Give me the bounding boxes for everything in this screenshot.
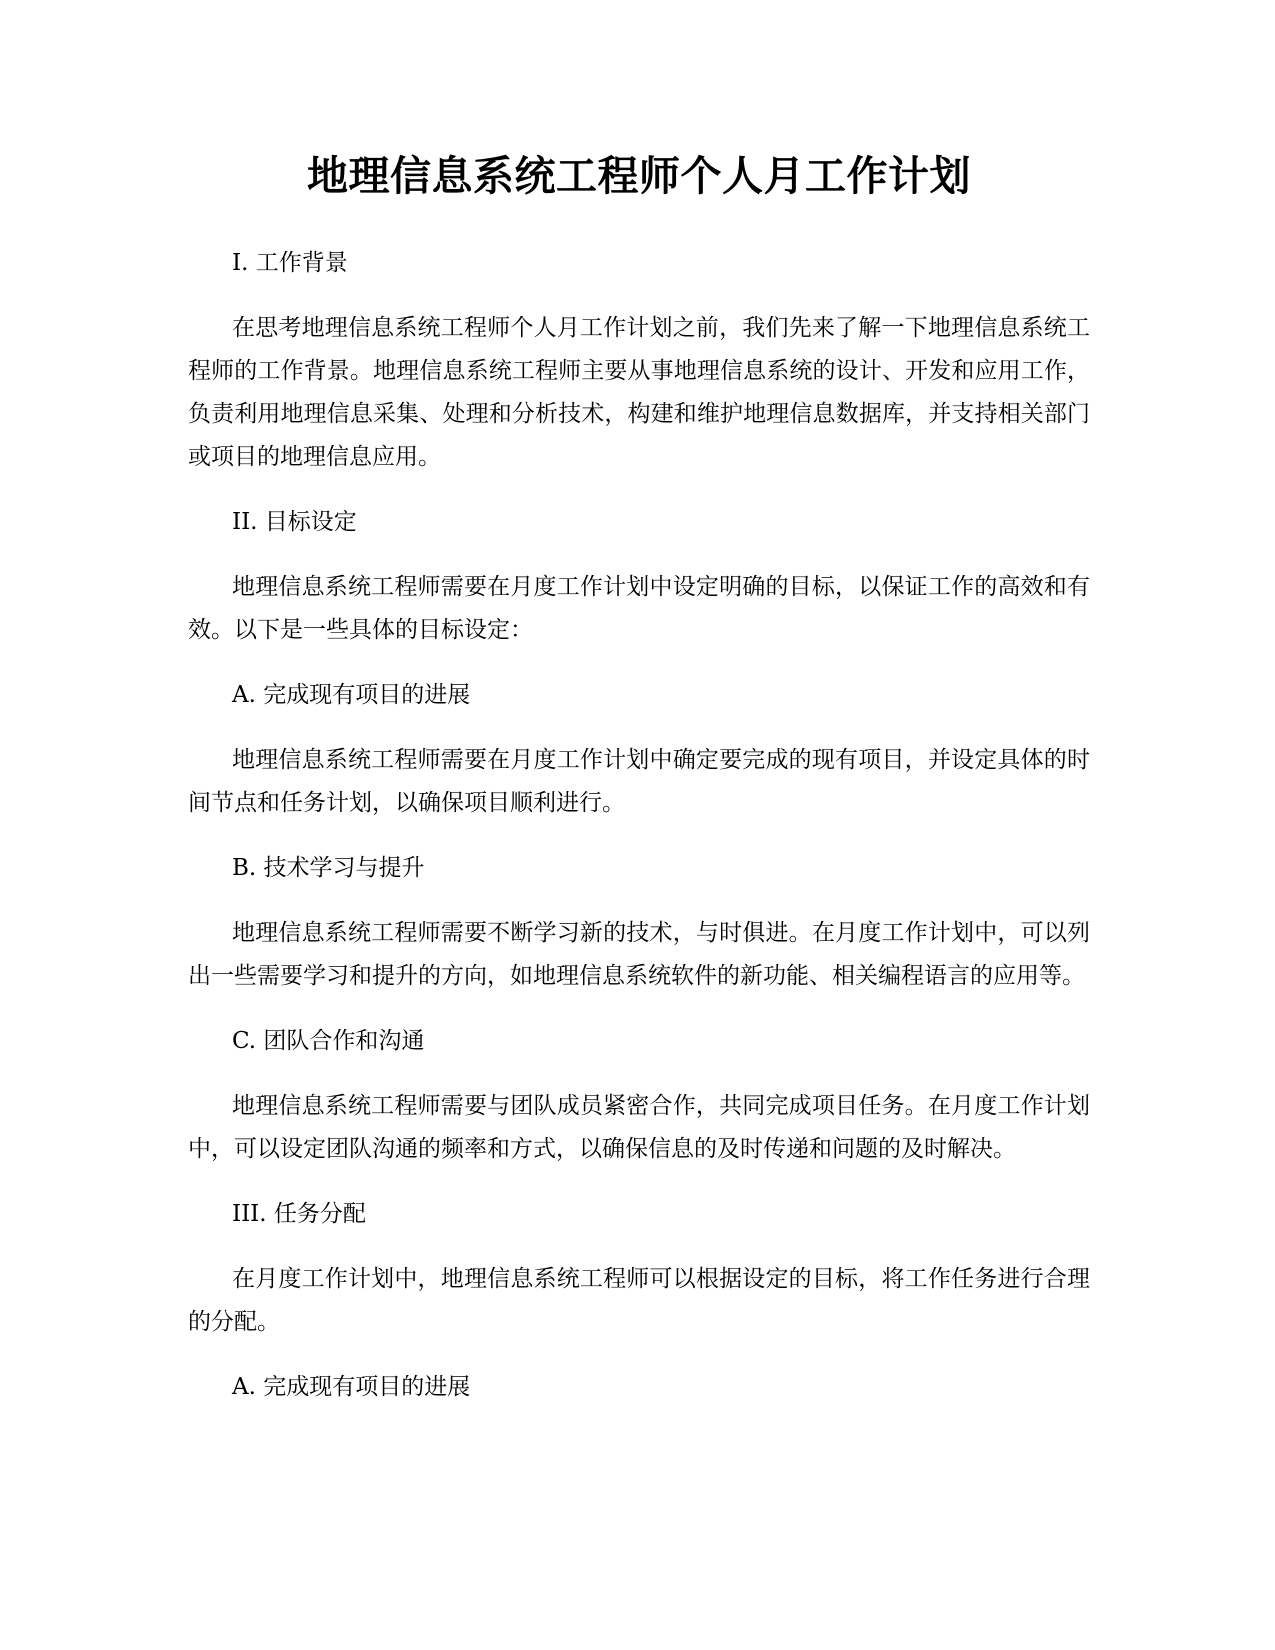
paragraph-project-progress: 地理信息系统工程师需要在月度工作计划中确定要完成的现有项目，并设定具体的时间节点和任务计划，以确保项目顺利进行。	[188, 747, 1090, 816]
document-body	[188, 148, 1090, 1431]
section-heading-task-allocation: III. 任务分配	[232, 1201, 366, 1227]
paragraph-task-allocation: 在月度工作计划中，地理信息系统工程师可以根据设定的目标，将工作任务进行合理的分配。	[188, 1266, 1090, 1335]
section-heading-background: I. 工作背景	[232, 250, 348, 276]
subheading-project-progress: A. 完成现有项目的进展	[232, 682, 471, 708]
section-heading-goals: II. 目标设定	[232, 509, 357, 535]
paragraph-tech-learning: 地理信息系统工程师需要不断学习新的技术，与时俱进。在月度工作计划中，可以列出一些需要学习和提升的方向，如地理信息系统软件的新功能、相关编程语言的应用等。	[188, 920, 1090, 989]
document-title: 地理信息系统工程师个人月工作计划	[307, 152, 971, 200]
subheading-teamwork: C. 团队合作和沟通	[232, 1028, 425, 1054]
paragraph-background: 在思考地理信息系统工程师个人月工作计划之前，我们先来了解一下地理信息系统工程师的工作背景。地理信息系统工程师主要从事地理信息系统的设计、开发和应用工作，负责利用地理信息采集、处理和分析技术，构建和维护地理信息数据库，并支持相关部门或项目的地理信息应用。	[188, 315, 1090, 470]
subheading-tech-learning: B. 技术学习与提升	[232, 855, 425, 881]
subheading-project-progress-2: A. 完成现有项目的进展	[232, 1374, 471, 1400]
paragraph-goals: 地理信息系统工程师需要在月度工作计划中设定明确的目标，以保证工作的高效和有效。以下是一些具体的目标设定：	[188, 574, 1090, 643]
paragraph-teamwork: 地理信息系统工程师需要与团队成员紧密合作，共同完成项目任务。在月度工作计划中，可以设定团队沟通的频率和方式，以确保信息的及时传递和问题的及时解决。	[188, 1093, 1090, 1162]
